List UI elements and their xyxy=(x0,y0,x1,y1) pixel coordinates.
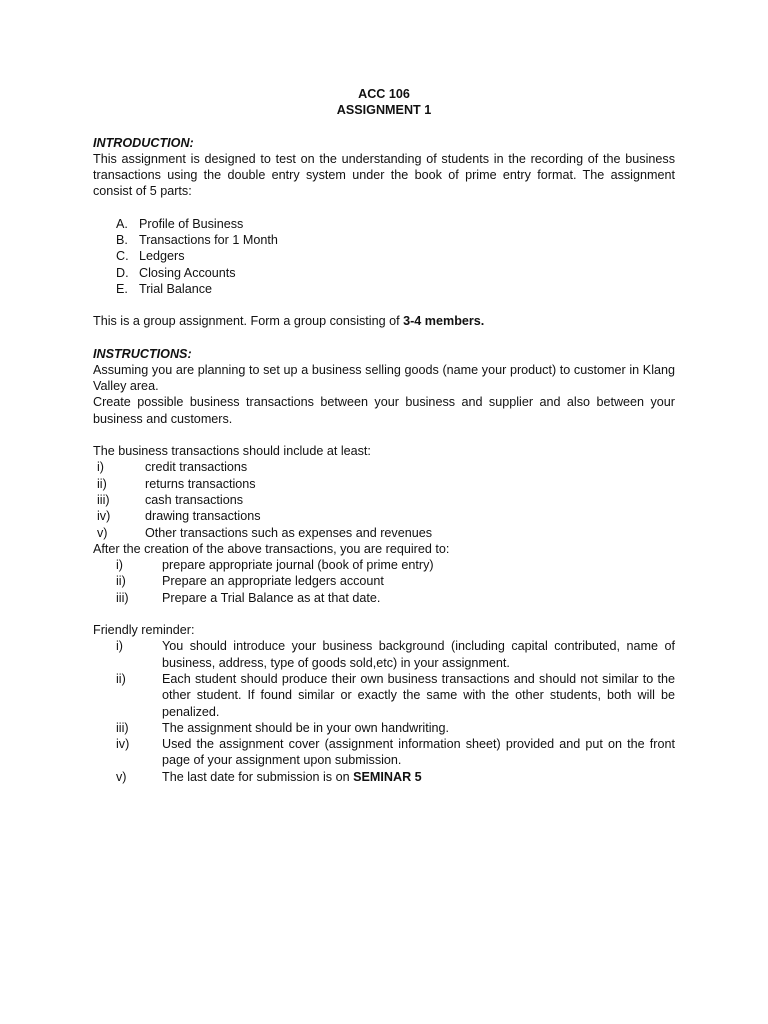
list-text: Closing Accounts xyxy=(139,265,236,280)
instructions-paragraph-2: Create possible business transactions between your business and supplier and also between your business and customers. xyxy=(93,395,675,426)
list-item xyxy=(93,248,675,264)
list-text: Prepare an appropriate ledgers account xyxy=(162,574,384,589)
list-marker: iii) xyxy=(116,720,129,735)
list-marker: ii) xyxy=(116,574,126,589)
list-item xyxy=(93,281,675,297)
list-marker: ii) xyxy=(97,476,107,491)
list-item xyxy=(93,590,675,606)
list-marker: ii) xyxy=(116,671,126,686)
group-size: 3-4 members. xyxy=(403,314,485,329)
list-item xyxy=(93,265,675,281)
list-text: Used the assignment cover (assignment information sheet) provided and put on the front page of your assignment upon submission. xyxy=(162,737,675,768)
list-marker: iv) xyxy=(97,509,111,524)
list-marker: iii) xyxy=(116,590,129,605)
list-marker: E. xyxy=(116,281,128,296)
list-item xyxy=(93,638,675,671)
list-item xyxy=(93,769,675,785)
list-marker: D. xyxy=(116,265,129,280)
list-item xyxy=(93,736,675,769)
list-marker: A. xyxy=(116,216,128,231)
list-marker: i) xyxy=(116,639,123,654)
includes-intro: The business transactions should include at least: xyxy=(93,444,371,459)
list-text: Trial Balance xyxy=(139,281,213,296)
list-text: Each student should produce their own business transactions and should not similar to the other student. If found similar or exactly the same with the other students, both will be penalized. xyxy=(162,671,675,719)
list-text: You should introduce your business background (including capital contributed, name of business, address, type of goods sold,etc) in your assignment. xyxy=(162,639,675,670)
list-marker: i) xyxy=(116,558,123,573)
list-item xyxy=(93,476,675,492)
list-marker: iv) xyxy=(116,737,130,752)
list-item xyxy=(93,232,675,248)
list-item xyxy=(93,492,675,508)
list-item xyxy=(93,525,675,541)
list-marker: B. xyxy=(116,233,128,248)
parts-list xyxy=(93,216,675,297)
list-text: drawing transactions xyxy=(145,509,261,524)
assignment-title: ASSIGNMENT 1 xyxy=(336,103,432,118)
list-item xyxy=(93,573,675,589)
submission-deadline: SEMINAR 5 xyxy=(353,769,422,784)
required-intro: After the creation of the above transactions, you are required to: xyxy=(93,541,450,556)
list-item xyxy=(93,508,675,524)
includes-list xyxy=(93,459,675,540)
instructions-heading: INSTRUCTIONS: xyxy=(93,346,192,361)
reminder-list xyxy=(93,638,675,785)
list-text: cash transactions xyxy=(145,492,244,507)
group-assignment-note: This is a group assignment. Form a group consisting of 3-4 members. xyxy=(93,314,485,329)
introduction-paragraph: This assignment is designed to test on the understanding of students in the recording of the business transactions using the double entry system under the book of prime entry format. The assignment consist of 5 parts: xyxy=(93,151,675,199)
list-text: Ledgers xyxy=(139,249,185,264)
list-text: The last date for submission is on SEMINAR 5 xyxy=(162,769,422,784)
list-text: returns transactions xyxy=(145,476,256,491)
list-text: prepare appropriate journal (book of prime entry) xyxy=(162,558,434,573)
introduction-heading: INTRODUCTION: xyxy=(93,135,194,150)
list-item xyxy=(93,671,675,720)
document-body xyxy=(93,86,675,785)
list-text: The assignment should be in your own handwriting. xyxy=(162,720,450,735)
required-list xyxy=(93,557,675,606)
list-text: credit transactions xyxy=(145,460,248,475)
list-marker: C. xyxy=(116,249,129,264)
list-marker: v) xyxy=(116,769,127,784)
list-item xyxy=(93,557,675,573)
course-code: ACC 106 xyxy=(358,87,410,101)
list-item xyxy=(93,720,675,736)
instructions-paragraph-1: Assuming you are planning to set up a business selling goods (name your product) to customer in Klang Valley area. xyxy=(93,362,675,394)
list-text: Transactions for 1 Month xyxy=(139,233,278,248)
list-marker: iii) xyxy=(97,492,110,507)
list-text: Other transactions such as expenses and revenues xyxy=(145,525,433,540)
list-marker: v) xyxy=(97,525,108,540)
reminder-heading: Friendly reminder: xyxy=(93,623,195,638)
list-marker: i) xyxy=(97,460,104,475)
list-text: Profile of Business xyxy=(139,216,244,231)
list-item xyxy=(93,459,675,475)
list-text: Prepare a Trial Balance as at that date. xyxy=(162,590,381,605)
list-item xyxy=(93,216,675,232)
